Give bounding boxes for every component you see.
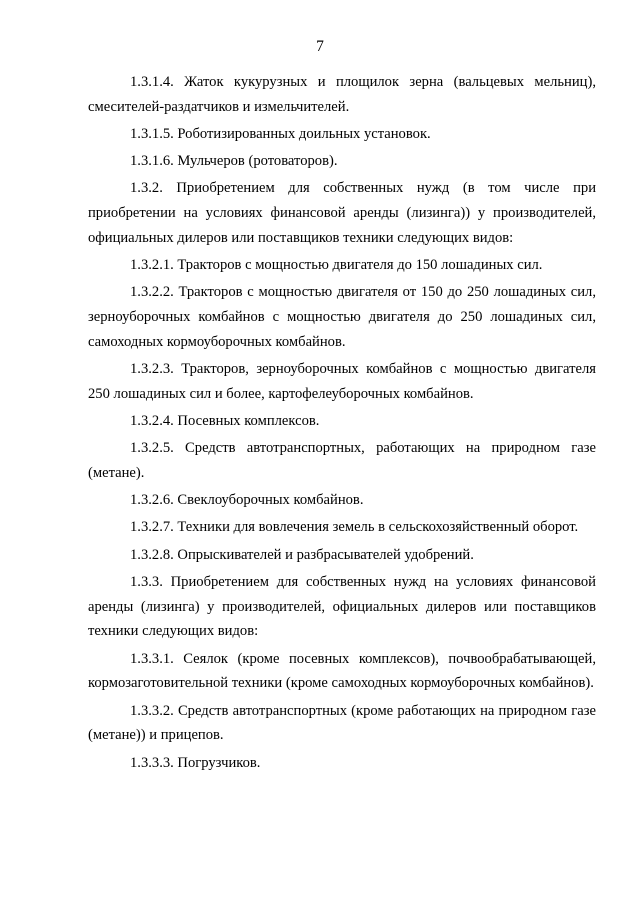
paragraph-1-3-2-4: 1.3.2.4. Посевных комплексов. <box>130 413 320 430</box>
paragraph-1-3-2-3: 1.3.2.3. Тракторов, зерноуборочных комбайнов с мощностью двигателя 250 лошадиных сил и более, картофелеуборочных комбайнов. <box>88 361 596 402</box>
document-body <box>88 70 596 778</box>
paragraph-1-3-2-1: 1.3.2.1. Тракторов с мощностью двигателя до 150 лошадиных сил. <box>130 257 543 274</box>
paragraph-1-3-3-3: 1.3.3.3. Погрузчиков. <box>130 754 261 771</box>
paragraph-1-3-2-2: 1.3.2.2. Тракторов с мощностью двигателя от 150 до 250 лошадиных сил, зерноуборочных комбайнов с мощностью двигателя до 250 лошадиных сил, самоходных кормоуборочных комбайнов. <box>88 284 596 350</box>
paragraph-1-3-2-7: 1.3.2.7. Техники для вовлечения земель в сельскохозяйственный оборот. <box>130 519 579 536</box>
paragraph-1-3-3-2: 1.3.3.2. Средств автотранспортных (кроме работающих на природном газе (метане)) и прицепов. <box>88 702 596 744</box>
paragraph-1-3-2: 1.3.2. Приобретением для собственных нужд (в том числе при приобретении на условиях финансовой аренды (лизинга)) у производителей, официальных дилеров или поставщиков техники следующих видов: <box>88 180 596 246</box>
paragraph-1-3-2-8: 1.3.2.8. Опрыскивателей и разбрасывателей удобрений. <box>130 546 474 563</box>
paragraph-1-3-1-6: 1.3.1.6. Мульчеров (ротоваторов). <box>130 153 338 170</box>
paragraph-1-3-1-4: 1.3.1.4. Жаток кукурузных и площилок зерна (вальцевых мельниц), смесителей-раздатчиков и измельчителей. <box>88 74 596 115</box>
paragraph-1-3-3: 1.3.3. Приобретением для собственных нужд на условиях финансовой аренды (лизинга) у производителей, официальных дилеров или поставщиков техники следующих видов: <box>88 573 596 640</box>
paragraph-1-3-1-5: 1.3.1.5. Роботизированных доильных установок. <box>130 125 431 142</box>
paragraph-1-3-2-6: 1.3.2.6. Свеклоуборочных комбайнов. <box>130 492 364 509</box>
paragraph-1-3-3-1: 1.3.3.1. Сеялок (кроме посевных комплексов), почвообрабатывающей, кормозаготовительной техники (кроме самоходных кормоуборочных комбайнов). <box>88 650 596 692</box>
page-number: 7 <box>316 38 324 55</box>
paragraph-1-3-2-5: 1.3.2.5. Средств автотранспортных, работающих на природном газе (метане). <box>88 440 596 482</box>
